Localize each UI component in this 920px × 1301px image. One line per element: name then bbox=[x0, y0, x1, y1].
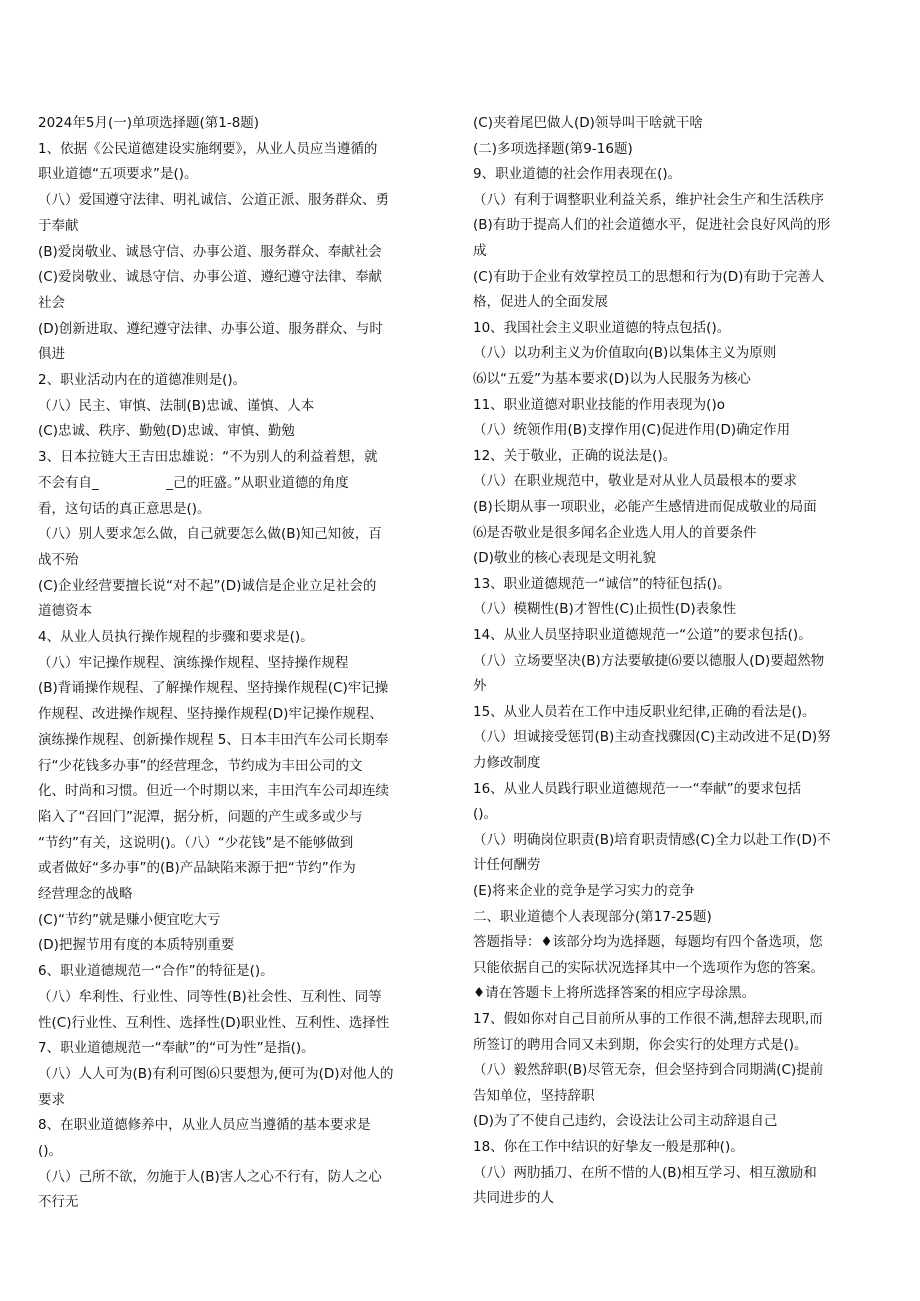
text-line: (E)将来企业的竞争是学习实力的竞争 bbox=[473, 883, 695, 899]
text-line: （八）统领作用(B)支撑作用(C)促进作用(D)确定作用 bbox=[473, 422, 791, 439]
text-line: ⑹以“五爱”为基本要求(D)以为人民服务为核心 bbox=[473, 371, 751, 387]
text-line: 告知单位，坚持辞职 bbox=[473, 1087, 595, 1104]
text-line: （八）牢记操作规程、演练操作规程、坚持操作规程 bbox=[38, 654, 349, 671]
text-line: （八）毅然辞职(B)尽管无奈，但会坚持到合同期满(C)提前 bbox=[473, 1062, 824, 1079]
text-line: (C)“节约”就是赚小便宜吃大亏 bbox=[38, 911, 221, 928]
text-line: 经营理念的战略 bbox=[38, 886, 133, 902]
text-line: 15、从业人员若在工作中违反职业纪律,正确的看法是()。 bbox=[473, 703, 816, 720]
text-line: 计任何酬劳 bbox=[473, 857, 541, 874]
text-line: （八）两肋插刀、在所不惜的人(B)相互学习、相互激励和 bbox=[473, 1164, 817, 1181]
text-line: (D)敬业的核心表现是文明礼貌 bbox=[473, 550, 656, 567]
text-line: （八）立场要坚决(B)方法要敏捷⑹要以德服人(D)要超然物 bbox=[473, 652, 825, 669]
text-line: （八）以功利主义为价值取向(B)以集体主义为原则 bbox=[473, 345, 777, 362]
text-line: （八）爱国遵守法律、明礼诚信、公道正派、服务群众、勇 bbox=[38, 192, 389, 209]
text-line: (D)创新进取、遵纪遵守法律、办事公道、服务群众、与时 bbox=[38, 320, 383, 337]
text-line: (二)多项选择题(第9-16题) bbox=[473, 140, 633, 157]
text-line: 不会有自_ _己的旺盛。”从职业道德的角度 bbox=[38, 474, 349, 491]
text-line: 13、职业道德规范一“诚信”的特征包括()。 bbox=[473, 575, 731, 592]
text-line: (D)为了不使自己违约，会设法让公司主动辞退自己 bbox=[473, 1113, 778, 1130]
text-line: 或者做好“多办事”的(B)产品缺陷来源于把“节约”作为 bbox=[38, 860, 356, 877]
text-line: ⑹是否敬业是很多闻名企业选人用人的首要条件 bbox=[473, 524, 757, 541]
text-line: (C)企业经营要擅长说“对不起”(D)诚信是企业立足社会的 bbox=[38, 577, 377, 594]
text-line: 化、时尚和习惯。但近一个时期以来，丰田汽车公司却连续 bbox=[38, 783, 389, 800]
text-line: （八）己所不欲，勿施于人(B)害人之心不行有，防人之心 bbox=[38, 1168, 382, 1185]
text-line: （八）在职业规范中，敬业是对从业人员最根本的要求 bbox=[473, 473, 797, 490]
text-line: 只能依据自己的实际状况选择其中一个选项作为您的答案。 bbox=[473, 959, 824, 976]
text-line: 答题指导：♦该部分均为选择题，每题均有四个备选项，您 bbox=[473, 934, 823, 951]
text-line: 职业道德“五项要求”是()。 bbox=[38, 166, 198, 183]
text-line: (C)忠诚、秩序、勤勉(D)忠诚、审慎、勤勉 bbox=[38, 423, 295, 440]
text-line: 性(C)行业性、互利性、选择性(D)职业性、互利性、选择性 bbox=[38, 1014, 390, 1031]
text-line: 要求 bbox=[38, 1091, 65, 1108]
text-line: 11、职业道德对职业技能的作用表现为()o bbox=[473, 396, 725, 413]
text-line: 4、从业人员执行操作规程的步骤和要求是()。 bbox=[38, 629, 314, 645]
text-line: 陷入了“召回门”泥潭，据分析，问题的产生或多或少与 bbox=[38, 808, 363, 825]
text-line: (B)长期从事一项职业，必能产生感情进而促成敬业的局面 bbox=[473, 499, 817, 515]
text-line: 力修改制度 bbox=[473, 755, 541, 771]
text-line: (D)把握节用有度的本质特别重要 bbox=[38, 937, 235, 954]
text-line: 战不殆 bbox=[38, 551, 79, 568]
text-line: 8、在职业道德修养中，从业人员应当遵循的基本要求是 bbox=[38, 1117, 371, 1134]
text-line: （八）坦诚接受惩罚(B)主动查找骤因(C)主动改进不足(D)努 bbox=[473, 729, 831, 746]
text-line: ()。 bbox=[473, 806, 498, 823]
text-line: 18、你在工作中结识的好挚友一般是那种()。 bbox=[473, 1139, 744, 1155]
text-line: 6、职业道德规范一“合作”的特征是()。 bbox=[38, 963, 274, 980]
text-line: 外 bbox=[473, 678, 487, 695]
text-line: 不行无 bbox=[38, 1194, 79, 1211]
text-line: （八）明确岗位职责(B)培育职责情感(C)全力以赴工作(D)不 bbox=[473, 831, 831, 848]
text-line: 12、关于敬业，正确的说法是()。 bbox=[473, 447, 677, 464]
text-line: 格，促进人的全面发展 bbox=[473, 294, 608, 311]
text-line: 16、从业人员践行职业道德规范一一“奉献”的要求包括 bbox=[473, 780, 802, 797]
text-line: (B)爱岗敬业、诚恳守信、办事公道、服务群众、奉献社会 bbox=[38, 243, 382, 260]
text-line: 二、职业道德个人表现部分(第17-25题) bbox=[473, 908, 712, 925]
text-line: 于奉献 bbox=[38, 217, 79, 234]
text-line: ()。 bbox=[38, 1143, 63, 1159]
text-line: （八）人人可为(B)有利可图⑹只要想为,便可为(D)对他人的 bbox=[38, 1065, 394, 1082]
text-line: “节约”有关，这说明()。（八）“少花钱”是不能够做到 bbox=[38, 834, 354, 851]
text-line: （八）牟利性、行业性、同等性(B)社会性、互利性、同等 bbox=[38, 988, 382, 1005]
text-line: 7、职业道德规范一“奉献”的“可为性”是指()。 bbox=[38, 1040, 315, 1057]
text-line: 行“少花钱多办事”的经营理念，节约成为丰田公司的文 bbox=[38, 757, 363, 774]
text-line: 成 bbox=[473, 243, 487, 259]
text-line: 道德资本 bbox=[38, 603, 92, 620]
text-line: (C)爱岗敬业、诚恳守信、办事公道、遵纪遵守法律、奉献 bbox=[38, 269, 382, 286]
text-line: 10、我国社会主义职业道德的特点包括()。 bbox=[473, 319, 731, 336]
text-line: 9、职业道德的社会作用表现在()。 bbox=[473, 166, 682, 183]
text-line: 17、假如你对自己目前所从事的工作很不满,想辞去现职,而 bbox=[473, 1011, 823, 1027]
text-line: 所签订的聘用合同又未到期，你会实行的处理方式是()。 bbox=[473, 1036, 808, 1053]
text-line: 14、从业人员坚持职业道德规范一“公道”的要求包括()。 bbox=[473, 627, 812, 643]
text-line: （八）别人要求怎么做，自己就要怎么做(B)知己知彼，百 bbox=[38, 526, 382, 543]
text-line: 看，这句话的真正意思是()。 bbox=[38, 500, 211, 517]
text-line: 作规程、改进操作规程、坚持操作规程(D)牢记操作规程、 bbox=[38, 706, 383, 723]
text-line: 共同进步的人 bbox=[473, 1190, 554, 1207]
text-line: 演练操作规程、创新操作规程 5、日本丰田汽车公司长期奉 bbox=[38, 731, 389, 748]
text-line: (C)夹着尾巴做人(D)领导叫干啥就干啥 bbox=[473, 115, 703, 131]
text-line: （八）有利于调整职业利益关系，维护社会生产和生活秩序 bbox=[473, 191, 824, 208]
text-line: (B)有助于提高人们的社会道德水平，促进社会良好风尚的形 bbox=[473, 217, 831, 234]
text-line: （八）民主、审慎、法制(B)忠诚、谨慎、人本 bbox=[38, 397, 315, 414]
text-line: 1、依据《公民道德建设实施纲要》，从业人员应当遵循的 bbox=[38, 140, 378, 157]
text-line: ♦请在答题卡上将所选择答案的相应字母涂黑。 bbox=[473, 985, 756, 1002]
text-line: (C)有助于企业有效掌控员工的思想和行为(D)有助于完善人 bbox=[473, 268, 825, 285]
text-line: 社会 bbox=[38, 294, 65, 311]
text-line: （八）模糊性(B)才智性(C)止损性(D)表象性 bbox=[473, 601, 737, 618]
text-line: 2024年5月(一)单项选择题(第1-8题) bbox=[38, 115, 260, 131]
text-line: (B)背诵操作规程、了解操作规程、坚持操作规程(C)牢记操 bbox=[38, 680, 389, 697]
text-line: 俱进 bbox=[38, 346, 65, 363]
text-line: 3、日本拉链大王吉田忠雄说：“不为别人的利益着想，就 bbox=[38, 449, 378, 466]
text-line: 2、职业活动内在的道德准则是()。 bbox=[38, 372, 247, 388]
